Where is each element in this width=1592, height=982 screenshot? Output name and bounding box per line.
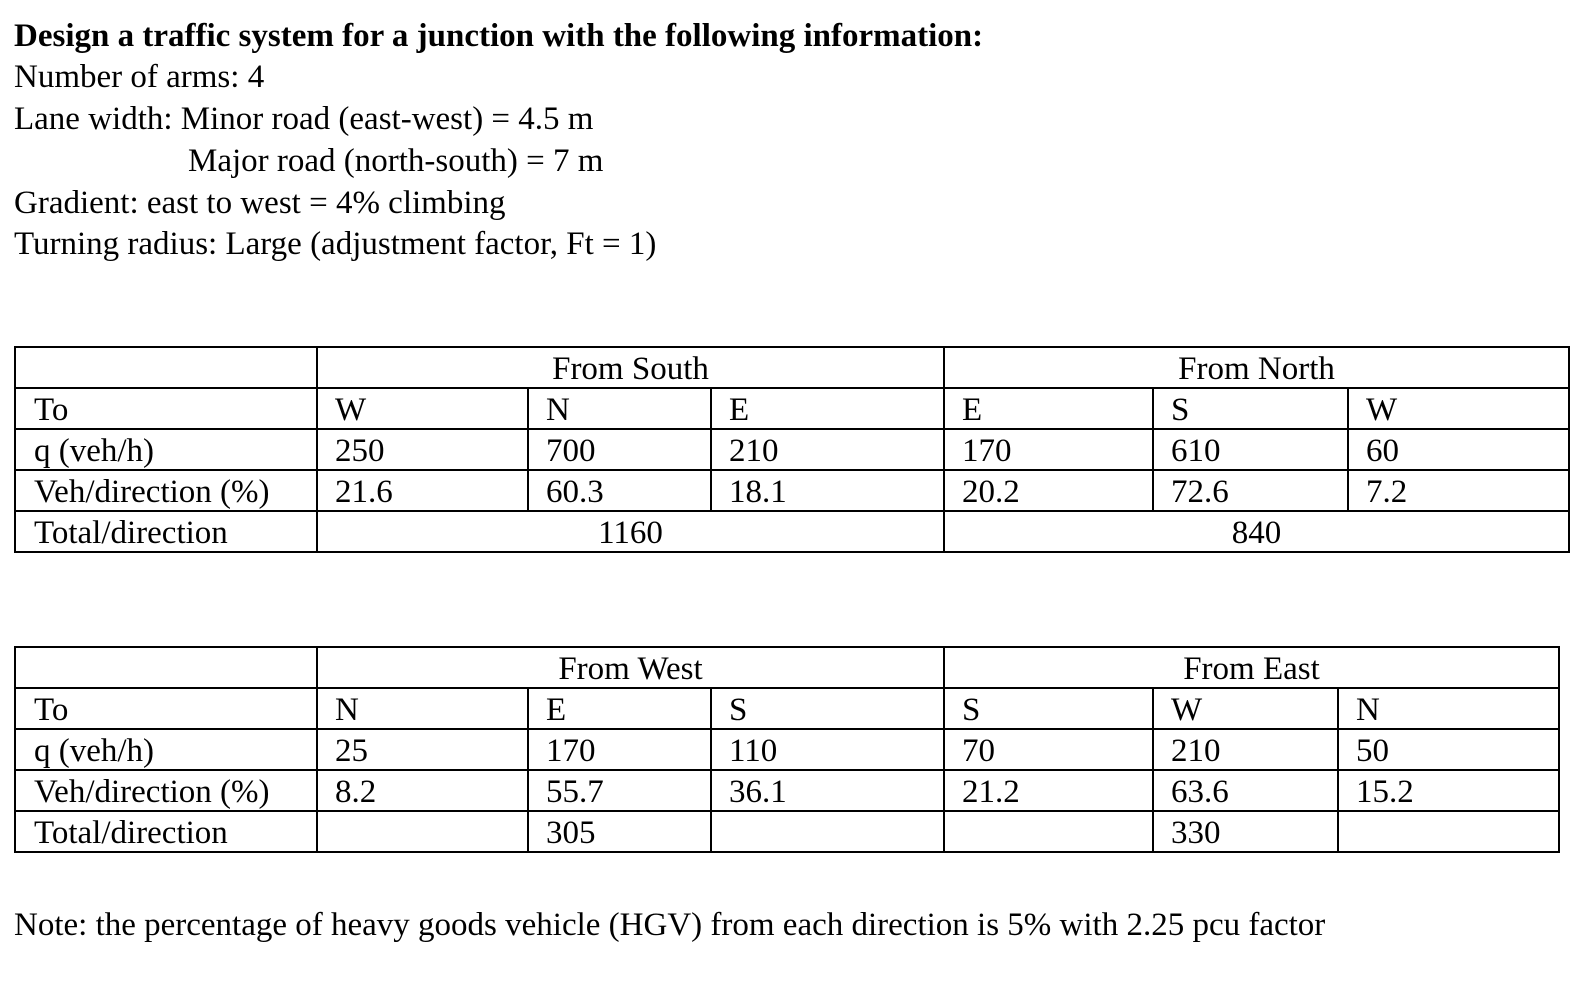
table-cell: 21.2 — [944, 770, 1153, 811]
table-cell: S — [1153, 388, 1348, 429]
table-cell: 8.2 — [317, 770, 528, 811]
row-label-q: q (veh/h) — [15, 429, 317, 470]
table-row — [15, 688, 1559, 729]
table-cell: 72.6 — [1153, 470, 1348, 511]
table-row — [15, 429, 1569, 470]
hgv-note: Note: the percentage of heavy goods vehicle (HGV) from each direction is 5% with 2.25 pcu factor — [14, 907, 1326, 943]
table-cell: 50 — [1338, 729, 1559, 770]
info-lane-width-major: Major road (north-south) = 7 m — [188, 143, 604, 179]
table-cell: 700 — [528, 429, 711, 470]
table-row — [15, 388, 1569, 429]
table-cell: 63.6 — [1153, 770, 1338, 811]
table-row — [15, 511, 1569, 552]
table-cell — [944, 811, 1153, 852]
table-cell: 210 — [711, 429, 944, 470]
table-cell: 210 — [1153, 729, 1338, 770]
row-label-veh-direction: Veh/direction (%) — [15, 470, 317, 511]
flow-table-west-east — [14, 646, 1560, 853]
table-cell: N — [317, 688, 528, 729]
table-cell: N — [1338, 688, 1559, 729]
table-cell: S — [944, 688, 1153, 729]
info-turning-radius: Turning radius: Large (adjustment factor, Ft = 1) — [14, 226, 657, 262]
table-cell: 70 — [944, 729, 1153, 770]
table-cell: 60 — [1348, 429, 1569, 470]
table-cell: W — [317, 388, 528, 429]
page-heading: Design a traffic system for a junction with the following information: — [14, 18, 984, 54]
table-cell: W — [1348, 388, 1569, 429]
row-label-total-direction: Total/direction — [15, 811, 317, 852]
table-cell: 170 — [528, 729, 711, 770]
table-cell — [1338, 811, 1559, 852]
group-header-from-south: From South — [317, 347, 944, 388]
table-row — [15, 347, 1569, 388]
table-cell: N — [528, 388, 711, 429]
table-cell: 110 — [711, 729, 944, 770]
group-header-from-east: From East — [944, 647, 1559, 688]
table-cell: 36.1 — [711, 770, 944, 811]
group-header-from-west: From West — [317, 647, 944, 688]
table-cell: 21.6 — [317, 470, 528, 511]
table-cell: S — [711, 688, 944, 729]
table-row — [15, 647, 1559, 688]
table-cell: E — [528, 688, 711, 729]
info-lane-width-minor: Lane width: Minor road (east-west) = 4.5 m — [14, 101, 594, 137]
table-cell: 55.7 — [528, 770, 711, 811]
table-cell: 20.2 — [944, 470, 1153, 511]
row-label-veh-direction: Veh/direction (%) — [15, 770, 317, 811]
total-from-east: 330 — [1153, 811, 1338, 852]
row-label-to: To — [15, 688, 317, 729]
table-row — [15, 811, 1559, 852]
table-cell-empty — [15, 647, 317, 688]
row-label-total-direction: Total/direction — [15, 511, 317, 552]
table-cell: 15.2 — [1338, 770, 1559, 811]
table-cell: E — [944, 388, 1153, 429]
table-cell-empty — [15, 347, 317, 388]
table-cell: 250 — [317, 429, 528, 470]
table-cell — [711, 811, 944, 852]
table-cell: 60.3 — [528, 470, 711, 511]
table-cell: 610 — [1153, 429, 1348, 470]
group-header-from-north: From North — [944, 347, 1569, 388]
row-label-q: q (veh/h) — [15, 729, 317, 770]
info-number-of-arms: Number of arms: 4 — [14, 59, 265, 95]
table-row — [15, 770, 1559, 811]
table-cell: 25 — [317, 729, 528, 770]
total-from-south: 1160 — [317, 511, 944, 552]
table-row — [15, 729, 1559, 770]
table-cell: W — [1153, 688, 1338, 729]
row-label-to: To — [15, 388, 317, 429]
info-gradient: Gradient: east to west = 4% climbing — [14, 185, 506, 221]
total-from-west: 305 — [528, 811, 711, 852]
table-cell: 18.1 — [711, 470, 944, 511]
table-cell: 170 — [944, 429, 1153, 470]
table-row — [15, 470, 1569, 511]
table-cell: E — [711, 388, 944, 429]
total-from-north: 840 — [944, 511, 1569, 552]
table-cell — [317, 811, 528, 852]
flow-table-south-north — [14, 346, 1570, 553]
table-cell: 7.2 — [1348, 470, 1569, 511]
